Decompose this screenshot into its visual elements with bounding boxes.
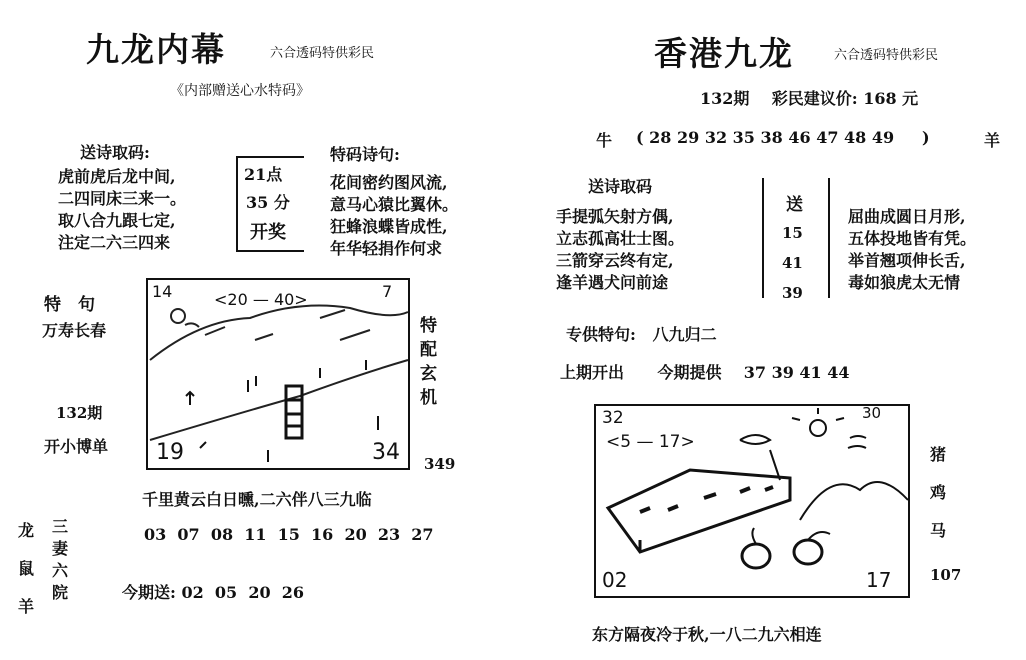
price-value: 168 元	[863, 89, 919, 108]
give-label: 今期送:	[122, 583, 176, 602]
number: 29	[676, 128, 700, 147]
poem-code-line: 注定二六三四来	[58, 233, 171, 252]
sun-icon	[810, 420, 826, 436]
left-subtitle: 六合透码特供彩民	[270, 46, 375, 61]
zodiac-char: 羊	[18, 597, 35, 616]
zodiac-char: 鸡	[930, 483, 947, 502]
special-poem-heading: 特码诗句:	[330, 145, 400, 164]
left-side-number: 349	[424, 455, 456, 473]
number: 02	[181, 583, 204, 602]
last-label: 上期开出	[560, 363, 625, 382]
side-vertical-char: 玄	[420, 364, 437, 384]
table-dishes	[640, 487, 773, 512]
number: 47	[816, 128, 839, 147]
zodiac-char: 三	[52, 517, 69, 536]
poem-code-line: 虎前虎后龙中间,	[58, 167, 176, 186]
number: 07	[177, 525, 200, 544]
poem-code-heading: 送诗取码:	[80, 143, 150, 162]
number: 41	[782, 254, 803, 272]
poem-line: 屈曲成圆日月形,	[848, 207, 966, 226]
number: 08	[210, 525, 234, 544]
special-poem-line: 花间密约图风流,	[330, 173, 448, 192]
left-title: 九龙内幕	[86, 30, 226, 69]
zodiac-char: 龙	[18, 521, 35, 540]
poem-line: 立志孤高壮士图。	[556, 229, 685, 248]
number: 15	[277, 525, 300, 544]
zodiac-char: 马	[930, 521, 947, 540]
sun-rays	[792, 408, 866, 448]
number: 48	[844, 128, 867, 147]
offer-label: 今期提供	[657, 363, 722, 382]
sheep-label: 羊	[984, 131, 1001, 150]
right-poem-heading: 送诗取码	[588, 177, 653, 196]
right-pic-top-right: 30	[862, 404, 882, 422]
right-pic-range: <5 — 17>	[606, 432, 695, 452]
draw-time-hour: 21点	[244, 165, 283, 184]
zodiac-char: 妻	[52, 539, 69, 558]
price-label: 彩民建议价:	[771, 89, 858, 108]
number: 23	[377, 525, 401, 544]
right-title: 香港九龙	[654, 34, 794, 73]
right-side-number: 107	[930, 566, 962, 584]
left-pic-range: <20 — 40>	[214, 290, 308, 309]
number: 49	[871, 128, 895, 147]
zodiac-char: 六	[52, 561, 69, 580]
number: 28	[649, 128, 672, 147]
poem-line: 五体投地皆有凭。	[848, 229, 977, 248]
number: 37	[743, 363, 766, 382]
hills-icon	[800, 482, 908, 520]
special-phrase-text: 万寿长春	[42, 321, 107, 340]
poem-code-line: 二四同床三来一。	[58, 189, 187, 208]
special-poem-line: 狂蜂浪蝶皆成性,	[330, 217, 448, 236]
left-pic-bottom-right: 34	[372, 440, 400, 465]
number: 38	[760, 128, 783, 147]
right-zodiac	[930, 436, 946, 550]
zodiac-char: 院	[52, 583, 69, 602]
number: 26	[281, 583, 304, 602]
stem-icon	[752, 528, 830, 544]
number: 05	[214, 583, 238, 602]
right-pic-bottom-right: 17	[866, 568, 892, 592]
poem-line: 举首翘项伸长舌,	[848, 251, 966, 270]
gift-label: 送	[786, 195, 803, 215]
number: 44	[827, 363, 850, 382]
poem-line: 手提弧矢射方偶,	[556, 207, 674, 226]
left-pic-top-right: 7	[382, 282, 393, 301]
number: 15	[782, 224, 803, 242]
number: 11	[244, 525, 267, 544]
special-phrase-heading: 特 句	[44, 295, 95, 315]
bet-hint: 开小博单	[44, 437, 109, 456]
draw-time-minute: 35 分	[246, 193, 290, 212]
ox-numbers: ( 28 29 32 35 38 46 47 48 49 )	[636, 128, 930, 147]
right-pic-bottom-left: 02	[602, 568, 628, 592]
number: 35	[732, 128, 755, 147]
left-pic-top-left: 14	[152, 282, 173, 301]
table-icon	[608, 470, 790, 552]
left-issue: 132期	[56, 404, 103, 422]
left-verse: 千里黄云白日曛,二六伴八三九临	[142, 490, 372, 509]
number: 39	[782, 284, 803, 302]
number: 20	[344, 525, 367, 544]
poem-line: 逢羊遇犬问前途	[556, 273, 669, 292]
right-subtitle: 六合透码特供彩民	[834, 48, 939, 63]
special-poem-line: 年华轻捐作何求	[330, 239, 443, 258]
right-issue: 132期	[700, 89, 750, 108]
special-text: 八九归二	[652, 325, 717, 344]
number: 46	[788, 128, 811, 147]
side-vertical-char: 机	[420, 388, 437, 408]
poem-line: 三箭穿云终有定,	[556, 251, 674, 270]
fruit-icon	[794, 540, 822, 564]
number: 39	[771, 363, 794, 382]
zodiac-char: 猪	[930, 445, 947, 464]
right-pic-top-left: 32	[602, 408, 624, 428]
side-vertical-char: 特	[420, 316, 437, 336]
special-poem-line: 意马心猿比翼休。	[330, 195, 459, 214]
right-verse: 东方隔夜冷于秋,一八二九六相连	[592, 625, 822, 644]
special-label: 专供特句:	[566, 325, 636, 344]
number: 27	[411, 525, 434, 544]
number: 20	[248, 583, 271, 602]
zodiac-char: 鼠	[18, 559, 35, 578]
poem-line: 毒如狼虎太无情	[848, 273, 961, 292]
number: 16	[311, 525, 334, 544]
side-vertical-char: 配	[420, 340, 437, 360]
poem-code-line: 取八合九跟七定,	[58, 211, 176, 230]
number: 32	[704, 128, 728, 147]
left-tagline: 《内部赠送心水特码》	[170, 83, 310, 99]
draw-time-label: 开奖	[250, 222, 286, 243]
fruit-icon	[742, 544, 770, 568]
left-pic-bottom-left: 19	[156, 440, 184, 465]
number: 41	[799, 363, 822, 382]
ox-label: 牛	[596, 131, 613, 150]
number: 03	[144, 525, 167, 544]
